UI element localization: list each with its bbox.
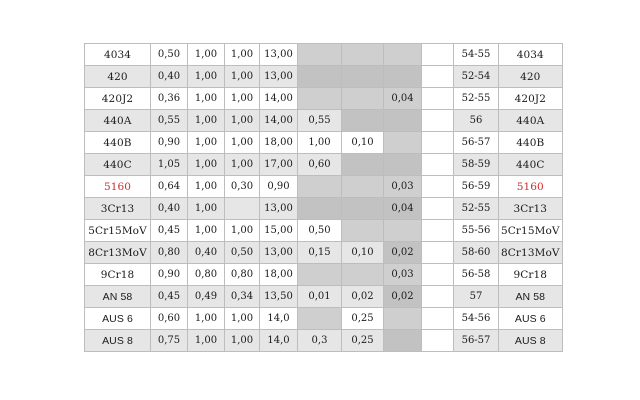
hardness-cell: 58-59 [454,154,499,176]
silicon-cell: 1,00 [225,132,260,154]
vanadium-cell [342,154,384,176]
hardness-cell: 56-58 [454,264,499,286]
vanadium-cell [342,176,384,198]
additional-element-cell: 0,03 [384,176,422,198]
additional-element-cell [384,154,422,176]
hardness-cell: 56 [454,110,499,132]
carbon-cell: 0,55 [151,110,188,132]
silicon-cell: 1,00 [225,44,260,66]
table-row [85,308,563,330]
spacer-cell [422,176,454,198]
additional-element-cell: 0,04 [384,88,422,110]
manganese-cell: 1,00 [188,308,225,330]
grade-cell: 4034 [85,44,151,66]
steel-composition-table [84,43,563,352]
spacer-cell [422,88,454,110]
carbon-cell: 1,05 [151,154,188,176]
carbon-cell: 0,40 [151,198,188,220]
table-body [85,44,563,352]
molybdenum-cell: 0,15 [298,242,342,264]
molybdenum-cell [298,176,342,198]
additional-element-cell [384,66,422,88]
silicon-cell [225,198,260,220]
manganese-cell: 0,40 [188,242,225,264]
hardness-cell: 58-60 [454,242,499,264]
silicon-cell: 1,00 [225,154,260,176]
molybdenum-cell [298,88,342,110]
additional-element-cell: 0,03 [384,264,422,286]
spacer-cell [422,308,454,330]
table-row [85,44,563,66]
grade-repeat-cell: 5Cr15MoV [499,220,563,242]
grade-repeat-cell: 4034 [499,44,563,66]
hardness-cell: 52-55 [454,88,499,110]
table-row [85,66,563,88]
hardness-cell: 56-57 [454,132,499,154]
table-row [85,286,563,308]
manganese-cell: 1,00 [188,176,225,198]
grade-repeat-cell: 420J2 [499,88,563,110]
grade-repeat-cell: 9Cr18 [499,264,563,286]
silicon-cell: 1,00 [225,110,260,132]
grade-repeat-cell: 440A [499,110,563,132]
manganese-cell: 1,00 [188,44,225,66]
grade-repeat-cell: AUS 8 [499,330,563,352]
hardness-cell: 56-59 [454,176,499,198]
grade-repeat-cell: AN 58 [499,286,563,308]
grade-repeat-cell: 3Cr13 [499,198,563,220]
vanadium-cell [342,88,384,110]
chromium-cell: 14,00 [260,88,298,110]
table-row [85,198,563,220]
grade-repeat-cell: 8Cr13MoV [499,242,563,264]
manganese-cell: 1,00 [188,110,225,132]
hardness-cell: 54-56 [454,308,499,330]
table-row [85,264,563,286]
molybdenum-cell: 0,55 [298,110,342,132]
grade-cell: 5Cr15MoV [85,220,151,242]
chromium-cell: 13,00 [260,198,298,220]
table-row [85,220,563,242]
grade-cell: AUS 8 [85,330,151,352]
table-row [85,242,563,264]
grade-cell: 8Cr13MoV [85,242,151,264]
silicon-cell: 0,34 [225,286,260,308]
vanadium-cell: 0,25 [342,308,384,330]
molybdenum-cell [298,44,342,66]
molybdenum-cell [298,66,342,88]
manganese-cell: 1,00 [188,220,225,242]
additional-element-cell: 0,04 [384,198,422,220]
spacer-cell [422,154,454,176]
molybdenum-cell [298,264,342,286]
manganese-cell: 1,00 [188,198,225,220]
manganese-cell: 1,00 [188,88,225,110]
hardness-cell: 56-57 [454,330,499,352]
silicon-cell: 0,30 [225,176,260,198]
spacer-cell [422,330,454,352]
hardness-cell: 54-55 [454,44,499,66]
silicon-cell: 1,00 [225,330,260,352]
molybdenum-cell: 0,60 [298,154,342,176]
vanadium-cell: 0,10 [342,242,384,264]
chromium-cell: 14,00 [260,110,298,132]
grade-cell: 440A [85,110,151,132]
spacer-cell [422,220,454,242]
silicon-cell: 1,00 [225,88,260,110]
molybdenum-cell [298,308,342,330]
hardness-cell: 55-56 [454,220,499,242]
additional-element-cell [384,308,422,330]
molybdenum-cell: 0,01 [298,286,342,308]
grade-repeat-cell: 5160 [499,176,563,198]
chromium-cell: 17,00 [260,154,298,176]
vanadium-cell [342,44,384,66]
grade-cell: 3Cr13 [85,198,151,220]
grade-cell: 9Cr18 [85,264,151,286]
carbon-cell: 0,64 [151,176,188,198]
manganese-cell: 0,80 [188,264,225,286]
table-row [85,88,563,110]
silicon-cell: 1,00 [225,66,260,88]
chromium-cell: 14,0 [260,308,298,330]
grade-repeat-cell: 440C [499,154,563,176]
spacer-cell [422,242,454,264]
vanadium-cell: 0,02 [342,286,384,308]
grade-cell: 420J2 [85,88,151,110]
additional-element-cell [384,110,422,132]
silicon-cell: 0,80 [225,264,260,286]
chromium-cell: 13,00 [260,44,298,66]
chromium-cell: 18,00 [260,132,298,154]
carbon-cell: 0,45 [151,286,188,308]
grade-cell: 5160 [85,176,151,198]
carbon-cell: 0,50 [151,44,188,66]
molybdenum-cell: 0,3 [298,330,342,352]
manganese-cell: 1,00 [188,66,225,88]
table-row [85,176,563,198]
silicon-cell: 0,50 [225,242,260,264]
additional-element-cell [384,132,422,154]
spacer-cell [422,44,454,66]
additional-element-cell [384,330,422,352]
carbon-cell: 0,75 [151,330,188,352]
manganese-cell: 1,00 [188,154,225,176]
grade-cell: 440C [85,154,151,176]
vanadium-cell: 0,25 [342,330,384,352]
table-row [85,330,563,352]
table-row [85,154,563,176]
carbon-cell: 0,90 [151,132,188,154]
carbon-cell: 0,45 [151,220,188,242]
chromium-cell: 13,00 [260,66,298,88]
hardness-cell: 52-55 [454,198,499,220]
additional-element-cell [384,44,422,66]
spacer-cell [422,66,454,88]
vanadium-cell [342,264,384,286]
spacer-cell [422,132,454,154]
table-row [85,110,563,132]
carbon-cell: 0,40 [151,66,188,88]
hardness-cell: 52-54 [454,66,499,88]
vanadium-cell [342,110,384,132]
vanadium-cell [342,220,384,242]
vanadium-cell [342,198,384,220]
chromium-cell: 0,90 [260,176,298,198]
chromium-cell: 18,00 [260,264,298,286]
spacer-cell [422,198,454,220]
manganese-cell: 1,00 [188,132,225,154]
chromium-cell: 14,0 [260,330,298,352]
grade-cell: AN 58 [85,286,151,308]
grade-cell: 440B [85,132,151,154]
molybdenum-cell: 1,00 [298,132,342,154]
grade-repeat-cell: 420 [499,66,563,88]
grade-cell: 420 [85,66,151,88]
vanadium-cell: 0,10 [342,132,384,154]
silicon-cell: 1,00 [225,308,260,330]
grade-cell: AUS 6 [85,308,151,330]
vanadium-cell [342,66,384,88]
chromium-cell: 13,50 [260,286,298,308]
manganese-cell: 0,49 [188,286,225,308]
spacer-cell [422,286,454,308]
spacer-cell [422,264,454,286]
carbon-cell: 0,80 [151,242,188,264]
additional-element-cell: 0,02 [384,242,422,264]
chromium-cell: 13,00 [260,242,298,264]
carbon-cell: 0,36 [151,88,188,110]
hardness-cell: 57 [454,286,499,308]
spacer-cell [422,110,454,132]
grade-repeat-cell: 440B [499,132,563,154]
grade-repeat-cell: AUS 6 [499,308,563,330]
additional-element-cell: 0,02 [384,286,422,308]
additional-element-cell [384,220,422,242]
chromium-cell: 15,00 [260,220,298,242]
carbon-cell: 0,60 [151,308,188,330]
manganese-cell: 1,00 [188,330,225,352]
silicon-cell: 1,00 [225,220,260,242]
carbon-cell: 0,90 [151,264,188,286]
table-row [85,132,563,154]
molybdenum-cell [298,198,342,220]
molybdenum-cell: 0,50 [298,220,342,242]
